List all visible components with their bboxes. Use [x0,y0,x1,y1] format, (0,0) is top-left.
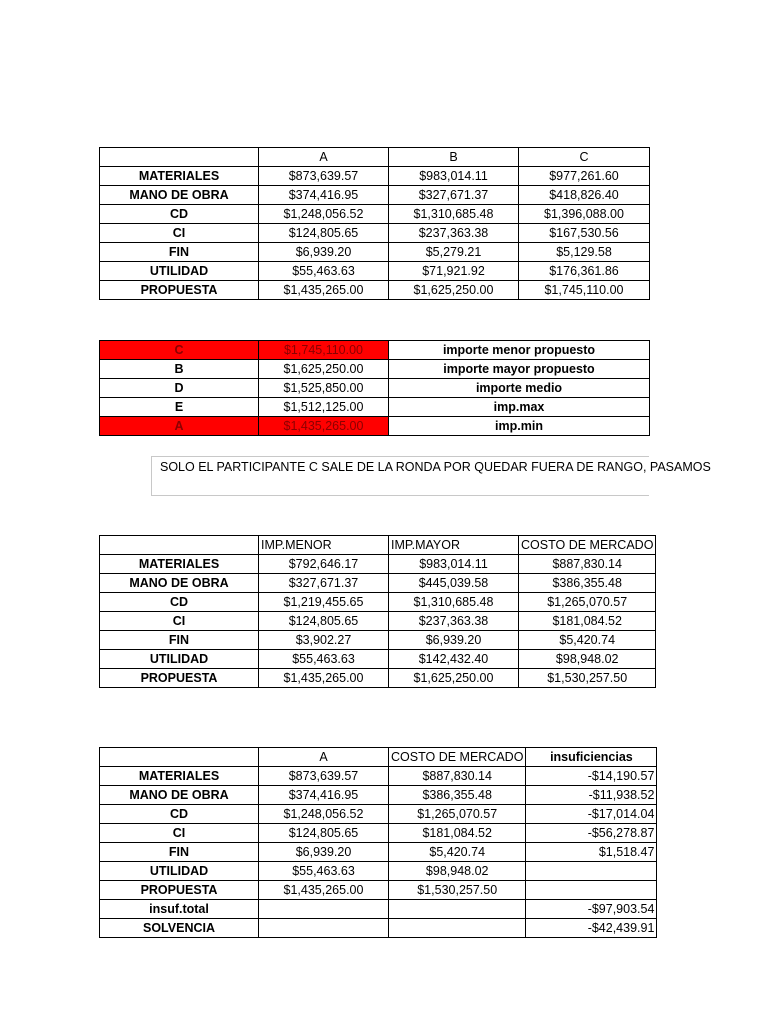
value-cell[interactable]: $1,435,265.00 [259,669,389,688]
row-label-cell[interactable]: insuf.total [100,900,259,919]
value-cell[interactable]: $6,939.20 [259,843,389,862]
value-cell[interactable]: $55,463.63 [259,262,389,281]
value-cell[interactable]: $1,435,265.00 [259,881,389,900]
value-cell[interactable]: -$56,278.87 [526,824,657,843]
table-header-row [100,748,657,767]
value-cell[interactable]: $445,039.58 [389,574,519,593]
header-cell[interactable]: COSTO DE MERCADO [519,536,656,555]
value-cell[interactable]: $1,219,455.65 [259,593,389,612]
value-cell[interactable]: $5,420.74 [389,843,526,862]
table-row [100,205,650,224]
row-label-cell[interactable]: MANO DE OBRA [100,186,259,205]
note-text-box[interactable]: SOLO EL PARTICIPANTE C SALE DE LA RONDA POR QUEDAR FUERA DE RANGO, PASAMOS [151,456,649,496]
value-cell[interactable]: $1,625,250.00 [259,360,389,379]
value-cell[interactable]: $237,363.38 [389,224,519,243]
row-label-cell[interactable]: PROPUESTA [100,669,259,688]
ranking-table [99,340,650,436]
value-cell[interactable]: $1,310,685.48 [389,205,519,224]
row-label-cell[interactable]: FIN [100,843,259,862]
value-cell[interactable]: $1,248,056.52 [259,805,389,824]
description-cell[interactable]: importe medio [389,379,650,398]
row-label-cell[interactable]: MANO DE OBRA [100,574,259,593]
value-cell[interactable]: $327,671.37 [259,574,389,593]
table-row [100,379,650,398]
value-cell[interactable]: $181,084.52 [519,612,656,631]
header-cell[interactable]: insuficiencias [526,748,657,767]
table-row [100,555,656,574]
row-label-cell[interactable]: FIN [100,631,259,650]
empty-cell[interactable] [526,881,657,900]
header-cell[interactable]: IMP.MAYOR [389,536,519,555]
row-label-cell[interactable]: UTILIDAD [100,262,259,281]
table-row [100,224,650,243]
table-row [100,862,657,881]
value-cell[interactable]: $124,805.65 [259,224,389,243]
header-cell[interactable] [100,748,259,767]
value-cell[interactable]: $983,014.11 [389,555,519,574]
row-label-cell[interactable]: CD [100,593,259,612]
value-cell[interactable]: $386,355.48 [389,786,526,805]
description-cell[interactable]: importe mayor propuesto [389,360,650,379]
table-row [100,167,650,186]
value-cell[interactable]: $237,363.38 [389,612,519,631]
market-cost-table [99,535,656,688]
value-cell[interactable]: $55,463.63 [259,862,389,881]
header-cell[interactable]: B [389,148,519,167]
value-cell[interactable] [526,862,657,881]
value-cell[interactable]: $327,671.37 [389,186,519,205]
value-cell[interactable]: $1,435,265.00 [259,417,389,436]
value-cell[interactable]: $1,518.47 [526,843,657,862]
value-cell[interactable]: $181,084.52 [389,824,526,843]
value-cell[interactable]: $1,530,257.50 [519,669,656,688]
table-row [100,669,656,688]
header-cell[interactable] [100,536,259,555]
table-row [100,262,650,281]
row-label-cell[interactable]: CD [100,205,259,224]
description-cell[interactable]: imp.min [389,417,650,436]
value-cell[interactable]: $6,939.20 [389,631,519,650]
row-label-cell[interactable]: MATERIALES [100,167,259,186]
table-header-row [100,148,650,167]
description-cell[interactable]: importe menor propuesto [389,341,650,360]
row-label-cell[interactable]: UTILIDAD [100,862,259,881]
table-row [100,593,656,612]
row-label-cell[interactable]: B [100,360,259,379]
row-label-cell[interactable]: FIN [100,243,259,262]
description-cell[interactable]: imp.max [389,398,650,417]
value-cell[interactable]: $1,525,850.00 [259,379,389,398]
header-cell[interactable]: A [259,748,389,767]
value-cell[interactable]: $1,745,110.00 [259,341,389,360]
empty-cell[interactable] [389,900,526,919]
value-cell[interactable]: $1,248,056.52 [259,205,389,224]
value-cell[interactable]: $55,463.63 [259,650,389,669]
row-label-cell[interactable]: SOLVENCIA [100,919,259,938]
value-cell[interactable]: $1,625,250.00 [389,281,519,300]
row-label-cell[interactable]: UTILIDAD [100,650,259,669]
table-row [100,843,657,862]
table-row [100,631,656,650]
row-label-cell[interactable]: CD [100,805,259,824]
value-cell[interactable]: $887,830.14 [389,767,526,786]
value-cell[interactable]: $5,129.58 [519,243,650,262]
value-cell[interactable]: $374,416.95 [259,186,389,205]
table-row [100,805,657,824]
row-label-cell[interactable]: CI [100,824,259,843]
value-cell[interactable]: $124,805.65 [259,612,389,631]
table-row [100,612,656,631]
value-cell[interactable]: -$14,190.57 [526,767,657,786]
table-row [100,786,657,805]
value-cell[interactable]: $873,639.57 [259,767,389,786]
row-label-cell[interactable]: D [100,379,259,398]
value-cell[interactable]: $3,902.27 [259,631,389,650]
table-row [100,341,650,360]
insufficiency-table [99,747,657,938]
table-row [100,360,650,379]
table-row [100,767,657,786]
value-cell[interactable]: $418,826.40 [519,186,650,205]
value-cell[interactable]: $1,745,110.00 [519,281,650,300]
header-cell[interactable] [100,148,259,167]
table-row [100,824,657,843]
table-row [100,243,650,262]
value-cell[interactable]: $374,416.95 [259,786,389,805]
row-label-cell[interactable]: CI [100,224,259,243]
row-label-cell[interactable]: MATERIALES [100,555,259,574]
row-label-cell[interactable]: MATERIALES [100,767,259,786]
value-cell[interactable]: $6,939.20 [259,243,389,262]
value-cell[interactable]: $71,921.92 [389,262,519,281]
row-label-cell[interactable]: PROPUESTA [100,881,259,900]
value-cell[interactable]: $1,625,250.00 [389,669,519,688]
value-cell[interactable]: $98,948.02 [519,650,656,669]
value-cell[interactable]: $1,530,257.50 [389,881,526,900]
value-cell[interactable]: $873,639.57 [259,167,389,186]
table-row [100,650,656,669]
row-label-cell[interactable]: E [100,398,259,417]
proposals-table [99,147,650,300]
value-cell[interactable]: $5,420.74 [519,631,656,650]
table-row [100,398,650,417]
value-cell[interactable]: $792,646.17 [259,555,389,574]
table-row [100,881,657,900]
table-row [100,186,650,205]
value-cell[interactable]: $167,530.56 [519,224,650,243]
empty-cell[interactable] [259,919,389,938]
table-row [100,281,650,300]
header-cell[interactable]: COSTO DE MERCADO [389,748,526,767]
row-label-cell[interactable]: PROPUESTA [100,281,259,300]
table-row [100,417,650,436]
totals-row [100,919,657,938]
total-value-cell[interactable]: -$42,439.91 [526,919,657,938]
value-cell[interactable]: $977,261.60 [519,167,650,186]
table-row [100,574,656,593]
value-cell[interactable]: $98,948.02 [389,862,526,881]
value-cell[interactable]: $1,310,685.48 [389,593,519,612]
value-cell[interactable]: $176,361.86 [519,262,650,281]
row-label-cell[interactable]: MANO DE OBRA [100,786,259,805]
empty-cell[interactable] [259,900,389,919]
row-label-cell[interactable]: A [100,417,259,436]
value-cell[interactable]: $1,396,088.00 [519,205,650,224]
total-value-cell[interactable]: -$97,903.54 [526,900,657,919]
value-cell[interactable]: $142,432.40 [389,650,519,669]
table-header-row [100,536,656,555]
value-cell[interactable]: -$11,938.52 [526,786,657,805]
value-cell[interactable]: $1,265,070.57 [389,805,526,824]
value-cell[interactable]: $983,014.11 [389,167,519,186]
value-cell[interactable]: $1,435,265.00 [259,281,389,300]
empty-cell[interactable] [389,919,526,938]
value-cell[interactable]: $1,512,125.00 [259,398,389,417]
header-cell[interactable]: C [519,148,650,167]
value-cell[interactable]: $124,805.65 [259,824,389,843]
value-cell[interactable]: $887,830.14 [519,555,656,574]
header-cell[interactable]: A [259,148,389,167]
value-cell[interactable]: $1,265,070.57 [519,593,656,612]
header-cell[interactable]: IMP.MENOR [259,536,389,555]
value-cell[interactable]: $386,355.48 [519,574,656,593]
value-cell[interactable]: $5,279.21 [389,243,519,262]
value-cell[interactable]: -$17,014.04 [526,805,657,824]
totals-row [100,900,657,919]
row-label-cell[interactable]: CI [100,612,259,631]
row-label-cell[interactable]: C [100,341,259,360]
